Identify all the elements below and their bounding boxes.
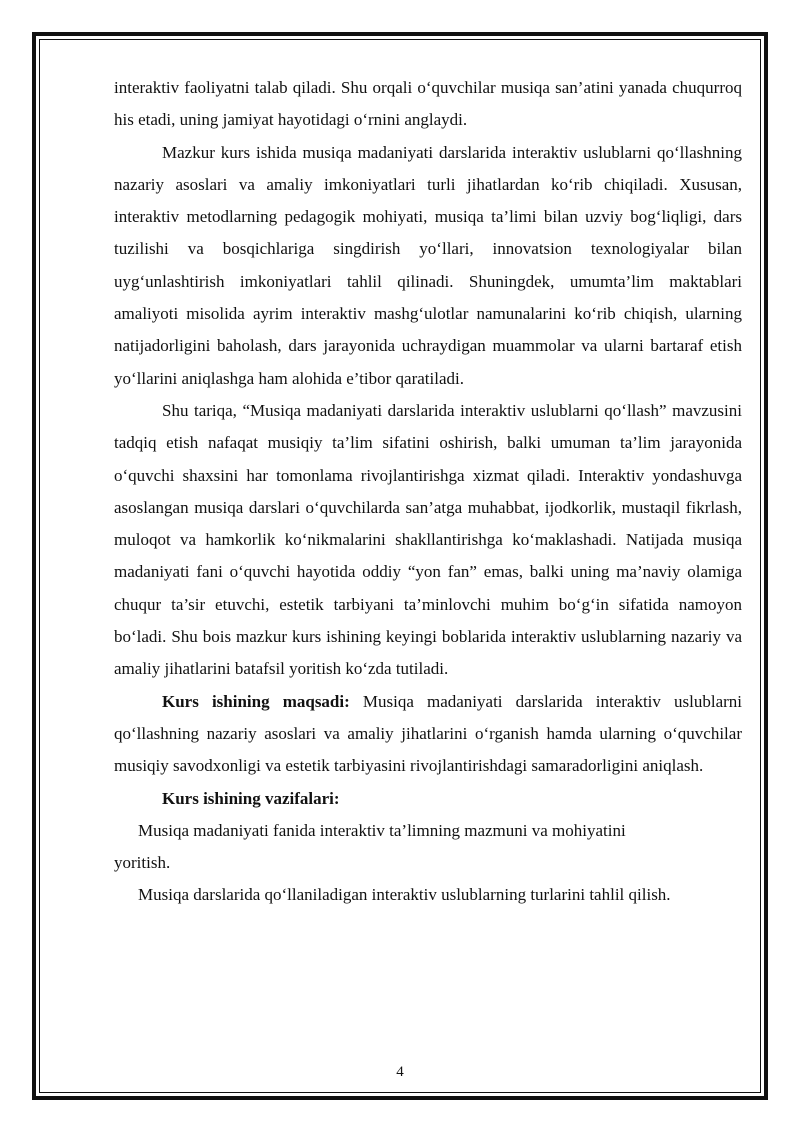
goal-label: Kurs ishining maqsadi: bbox=[162, 691, 350, 711]
tasks-heading: Kurs ishining vazifalari: bbox=[162, 788, 340, 808]
task-item-2: Musiqa darslarida qo‘llaniladigan interaktiv uslublarning turlarini tahlil qilish. bbox=[138, 885, 671, 905]
paragraph-2: Mazkur kurs ishida musiqa madaniyati darslarida interaktiv uslublarni qo‘llashning nazariy asoslari va amaliy imkoniyatlari turli jihatlardan ko‘rib chiqiladi. Xususan, interaktiv metodlarning pedagogik mohiyati, musiqa ta’limi bilan uzviy bog‘liqligi, dars tuzilishi va bosqichlariga singdirish yo‘llari, innovatsion texnologiyalar bilan uyg‘unlashtirish imkoniyatlari tahlil qilinadi. Shuningdek, umumta’lim maktablari amaliyoti misolida ayrim interaktiv mashg‘ulotlar namunalarini ko‘rib chiqish, ularning natijadorligini baholash, dars jarayonida uchraydigan muammolar va ularni bartaraf etish yo‘llarini aniqlashga ham alohida e’tibor qaratiladi. bbox=[114, 142, 742, 388]
goal-paragraph bbox=[114, 686, 742, 783]
page-number: 4 bbox=[396, 1064, 404, 1080]
paragraph-3: Shu tariqa, “Musiqa madaniyati darslarida interaktiv uslublarni qo‘llash” mavzusini tadqiq etish nafaqat musiqiy ta’lim sifatini oshirish, balki umuman ta’lim jarayonida o‘quvchi shaxsini har tomonlama rivojlantirishga xizmat qiladi. Interaktiv yondashuvga asoslangan musiqa darslari o‘quvchilarda san’atga muhabbat, ijodkorlik, mustaqil fikrlash, muloqot va hamkorlik ko‘nikmalarini shakllantirishga ko‘maklashadi. Natijada musiqa madaniyati fani o‘quvchi hayotida oddiy “yon fan” emas, balki uning ma’naviy olamiga chuqur ta’sir etuvchi, estetik tarbiyani ta’minlovchi muhim bo‘g‘in sifatida namoyon bo‘ladi. Shu bois mazkur kurs ishining keyingi boblarida interaktiv uslublarning nazariy va amaliy jihatlarini batafsil yoritish ko‘zda tutiladi. bbox=[114, 400, 742, 679]
task-item-1: Musiqa madaniyati fanida interaktiv ta’limning mazmuni va mohiyatini yoritish. bbox=[114, 820, 626, 873]
document-body bbox=[114, 72, 742, 912]
paragraph-1: interaktiv faoliyatni talab qiladi. Shu orqali o‘quvchilar musiqa san’atini yanada chuqurroq his etadi, uning jamiyat hayotidagi o‘rnini anglaydi. bbox=[114, 78, 742, 130]
goal-text: Musiqa madaniyati darslarida interaktiv uslublarni qo‘llashning nazariy asoslari va amaliy jihatlarini o‘rganish hamda ularning o‘quvchilar musiqiy savodxonligi va estetik tarbiyasini rivojlantirishdagi samaradorligini aniqlash. bbox=[114, 691, 743, 776]
